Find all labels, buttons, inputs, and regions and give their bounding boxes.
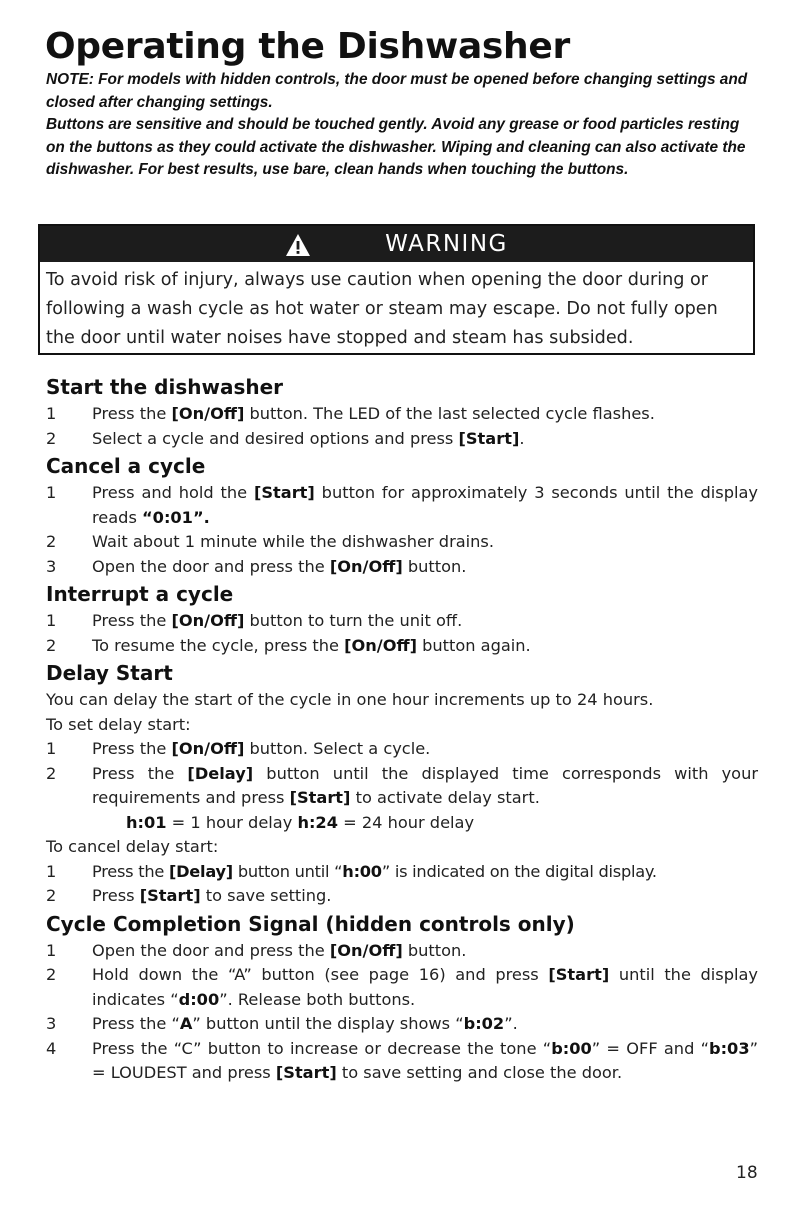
list-item: 1 Press the [On/Off] button to turn the unit off. (46, 611, 463, 630)
note-block (46, 69, 758, 182)
delay-intro: You can delay the start of the cycle in one hour increments up to 24 hours. (46, 690, 654, 709)
list-item: 3 Press the “A” button until the display shows “b:02”. (46, 1014, 518, 1033)
list-item: 2 Select a cycle and desired options and press [Start]. (46, 428, 525, 448)
delay-example: h:01 = 1 hour delay h:24 = 24 hour delay (126, 812, 475, 832)
list-item: 1 Press the [On/Off] button. The LED of the last selected cycle flashes. (46, 404, 655, 423)
list-item: 1 Open the door and press the [On/Off] button. (46, 940, 467, 960)
list-item: 2 Press [Start] to save setting. (46, 886, 332, 905)
list-item: 3 Open the door and press the [On/Off] button. (46, 556, 467, 576)
note-button-sensitivity: Buttons are sensitive and should be touched gently. Avoid any grease or food particles resting on the buttons as they could activate the dishwasher. Wiping and cleaning can also activate the dishwasher. For best results, use bare, clean hands when touching the buttons. (46, 116, 746, 178)
section-heading-start: Start the dishwasher (46, 375, 284, 399)
warning-header (40, 226, 753, 262)
list-item: 2 Hold down the “A” button (see page 16) and press [Start] until the display indicates “d:00”. Release both buttons. (46, 965, 759, 1009)
page-title: Operating the Dishwasher (45, 26, 570, 67)
warning-heading: WARNING (385, 231, 508, 257)
section-heading-cancel: Cancel a cycle (46, 454, 206, 478)
note-hidden-controls: NOTE: For models with hidden controls, the door must be opened before changing settings and closed after changing settings. (46, 71, 748, 111)
delay-set-label: To set delay start: (46, 714, 191, 734)
section-heading-signal: Cycle Completion Signal (hidden controls only) (46, 911, 575, 936)
warning-box (38, 224, 755, 355)
list-item: 1 Press the [On/Off] button. Select a cycle. (46, 739, 431, 758)
list-item: 2 To resume the cycle, press the [On/Off] button again. (46, 635, 531, 655)
list-item: 2 Press the [Delay] button until the displayed time corresponds with your requirements and press [Start] to activate delay start. (46, 763, 758, 807)
list-item: 2 Wait about 1 minute while the dishwasher drains. (46, 532, 494, 551)
section-heading-delay: Delay Start (46, 661, 173, 685)
section-heading-interrupt: Interrupt a cycle (46, 582, 234, 606)
delay-cancel-label: To cancel delay start: (46, 837, 219, 856)
warning-triangle-icon (285, 233, 311, 257)
page-number: 18 (736, 1163, 758, 1183)
warning-text: To avoid risk of injury, always use caution when opening the door during or following a wash cycle as hot water or steam may escape. Do not fully open the door until water noises have stopped and steam has subsided. (46, 270, 718, 348)
list-item: 1 Press the [Delay] button until “h:00” is indicated on the digital display. (46, 861, 657, 881)
list-item: 4 Press the “C” button to increase or decrease the tone “b:00” = OFF and “b:03” = LOUDEST and press [Start] to save setting and close the door. (46, 1038, 758, 1082)
instructions (46, 372, 758, 1086)
list-item: 1 Press and hold the [Start] button for approximately 3 seconds until the display reads “0:01”. (46, 483, 759, 527)
